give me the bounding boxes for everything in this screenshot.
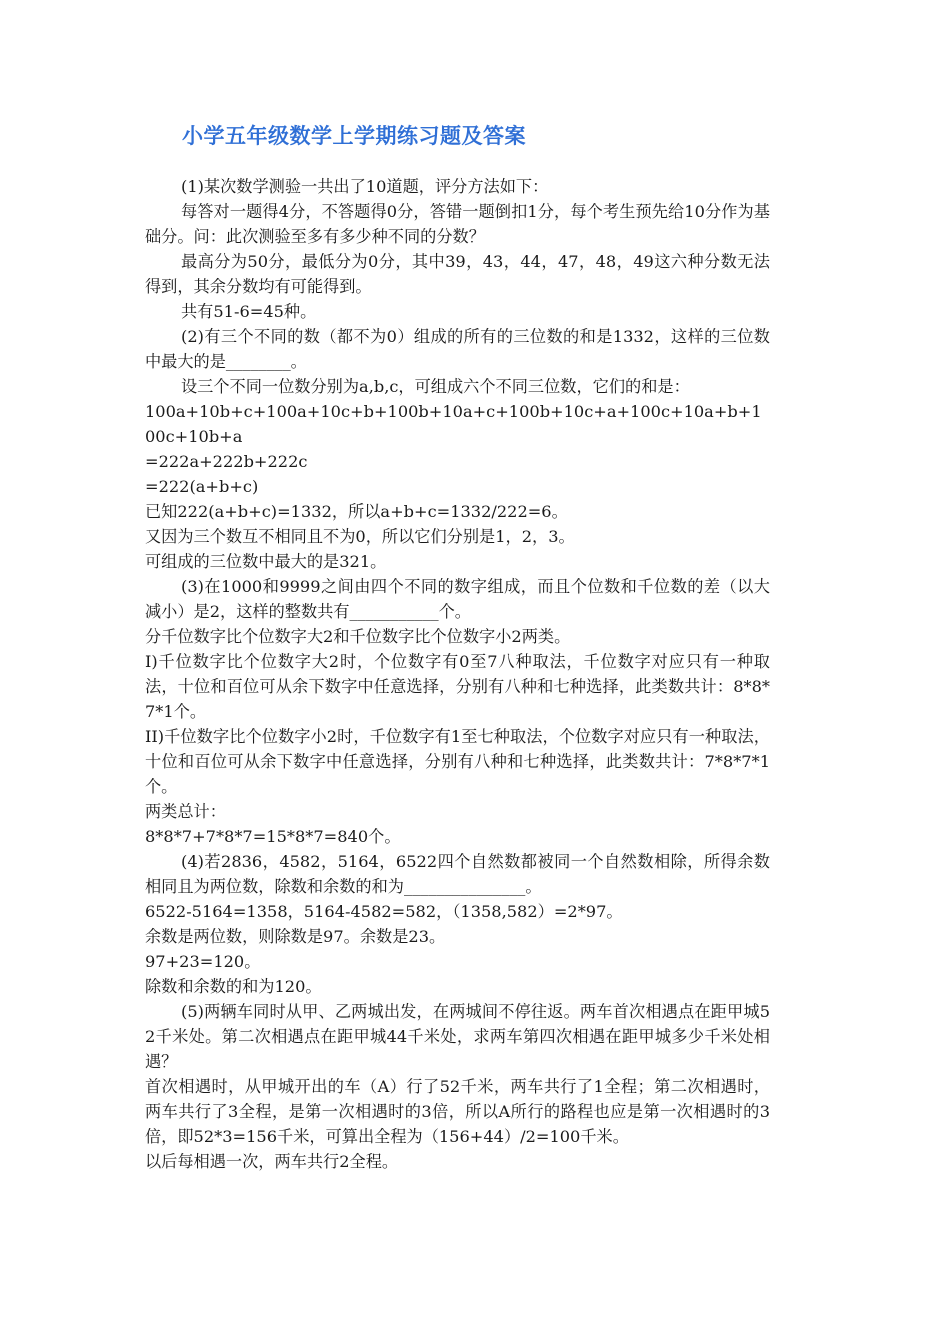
body-paragraph: 每答对一题得4分，不答题得0分，答错一题倒扣1分，每个考生预先给10分作为基础分。问：此次测验至多有多少种不同的分数？ [145, 202, 770, 246]
body-paragraph: 6522-5164=1358，5164-4582=582，（1358,582）=2*97。 [145, 902, 623, 921]
body-paragraph: 设三个不同一位数分别为a,b,c，可组成六个不同三位数，它们的和是： [181, 377, 690, 396]
body-paragraph: 除数和余数的和为120。 [145, 977, 322, 996]
body-paragraph: =222(a+b+c) [145, 477, 259, 496]
body-paragraph: 最高分为50分，最低分为0分，其中39，43，44，47，48，49这六种分数无法得到，其余分数均有可能得到。 [145, 252, 770, 296]
document-body [145, 174, 770, 1174]
body-paragraph: =222a+222b+222c [145, 452, 308, 471]
body-paragraph: (1)某次数学测验一共出了10道题，评分方法如下： [181, 177, 549, 196]
body-paragraph: 8*8*7+7*8*7=15*8*7=840个。 [145, 827, 401, 846]
body-paragraph: (4)若2836，4582，5164，6522四个自然数都被同一个自然数相除，所得余数相同且为两位数，除数和余数的和为_______________。 [145, 852, 770, 896]
body-paragraph: II)千位数字比个位数字小2时，千位数字有1至七种取法，个位数字对应只有一种取法，十位和百位可从余下数字中任意选择，分别有八种和七种选择，此类数共计：7*8*7*1个。 [145, 727, 770, 796]
body-paragraph: (5)两辆车同时从甲、乙两城出发，在两城间不停往返。两车首次相遇点在距甲城52千米处。第二次相遇点在距甲城44千米处，求两车第四次相遇在距甲城多少千米处相遇？ [145, 1002, 770, 1071]
body-paragraph: 以后每相遇一次，两车共行2全程。 [145, 1152, 399, 1171]
body-paragraph: 分千位数字比个位数字大2和千位数字比个位数字小2两类。 [145, 627, 571, 646]
body-paragraph: I)千位数字比个位数字大2时，个位数字有0至7八种取法，千位数字对应只有一种取法，十位和百位可从余下数字中任意选择，分别有八种和七种选择，此类数共计：8*8*7*1个。 [145, 652, 770, 721]
body-paragraph: 余数是两位数，则除数是97。余数是23。 [145, 927, 446, 946]
body-paragraph: 共有51-6=45种。 [181, 302, 317, 321]
body-paragraph: (2)有三个不同的数（都不为0）组成的所有的三位数的和是1332，这样的三位数中最大的是________。 [145, 327, 770, 371]
body-paragraph: 97+23=120。 [145, 952, 261, 971]
body-paragraph: 可组成的三位数中最大的是321。 [145, 552, 387, 571]
body-paragraph: (3)在1000和9999之间由四个不同的数字组成，而且个位数和千位数的差（以大减小）是2，这样的整数共有___________个。 [145, 577, 770, 621]
body-paragraph: 两类总计： [145, 802, 226, 821]
body-paragraph: 首次相遇时，从甲城开出的车（A）行了52千米，两车共行了1全程；第二次相遇时，两车共行了3全程，是第一次相遇时的3倍，所以A所行的路程也应是第一次相遇时的3倍，即52*3=156千米，可算出全程为（156+44）/2=100千米。 [145, 1077, 770, 1146]
body-paragraph: 100a+10b+c+100a+10c+b+100b+10a+c+100b+10c+a+100c+10a+b+100c+10b+a [145, 402, 762, 446]
body-paragraph: 已知222(a+b+c)=1332，所以a+b+c=1332/222=6。 [145, 502, 568, 521]
document-title: 小学五年级数学上学期练习题及答案 [182, 124, 526, 148]
body-paragraph: 又因为三个数互不相同且不为0，所以它们分别是1，2，3。 [145, 527, 575, 546]
